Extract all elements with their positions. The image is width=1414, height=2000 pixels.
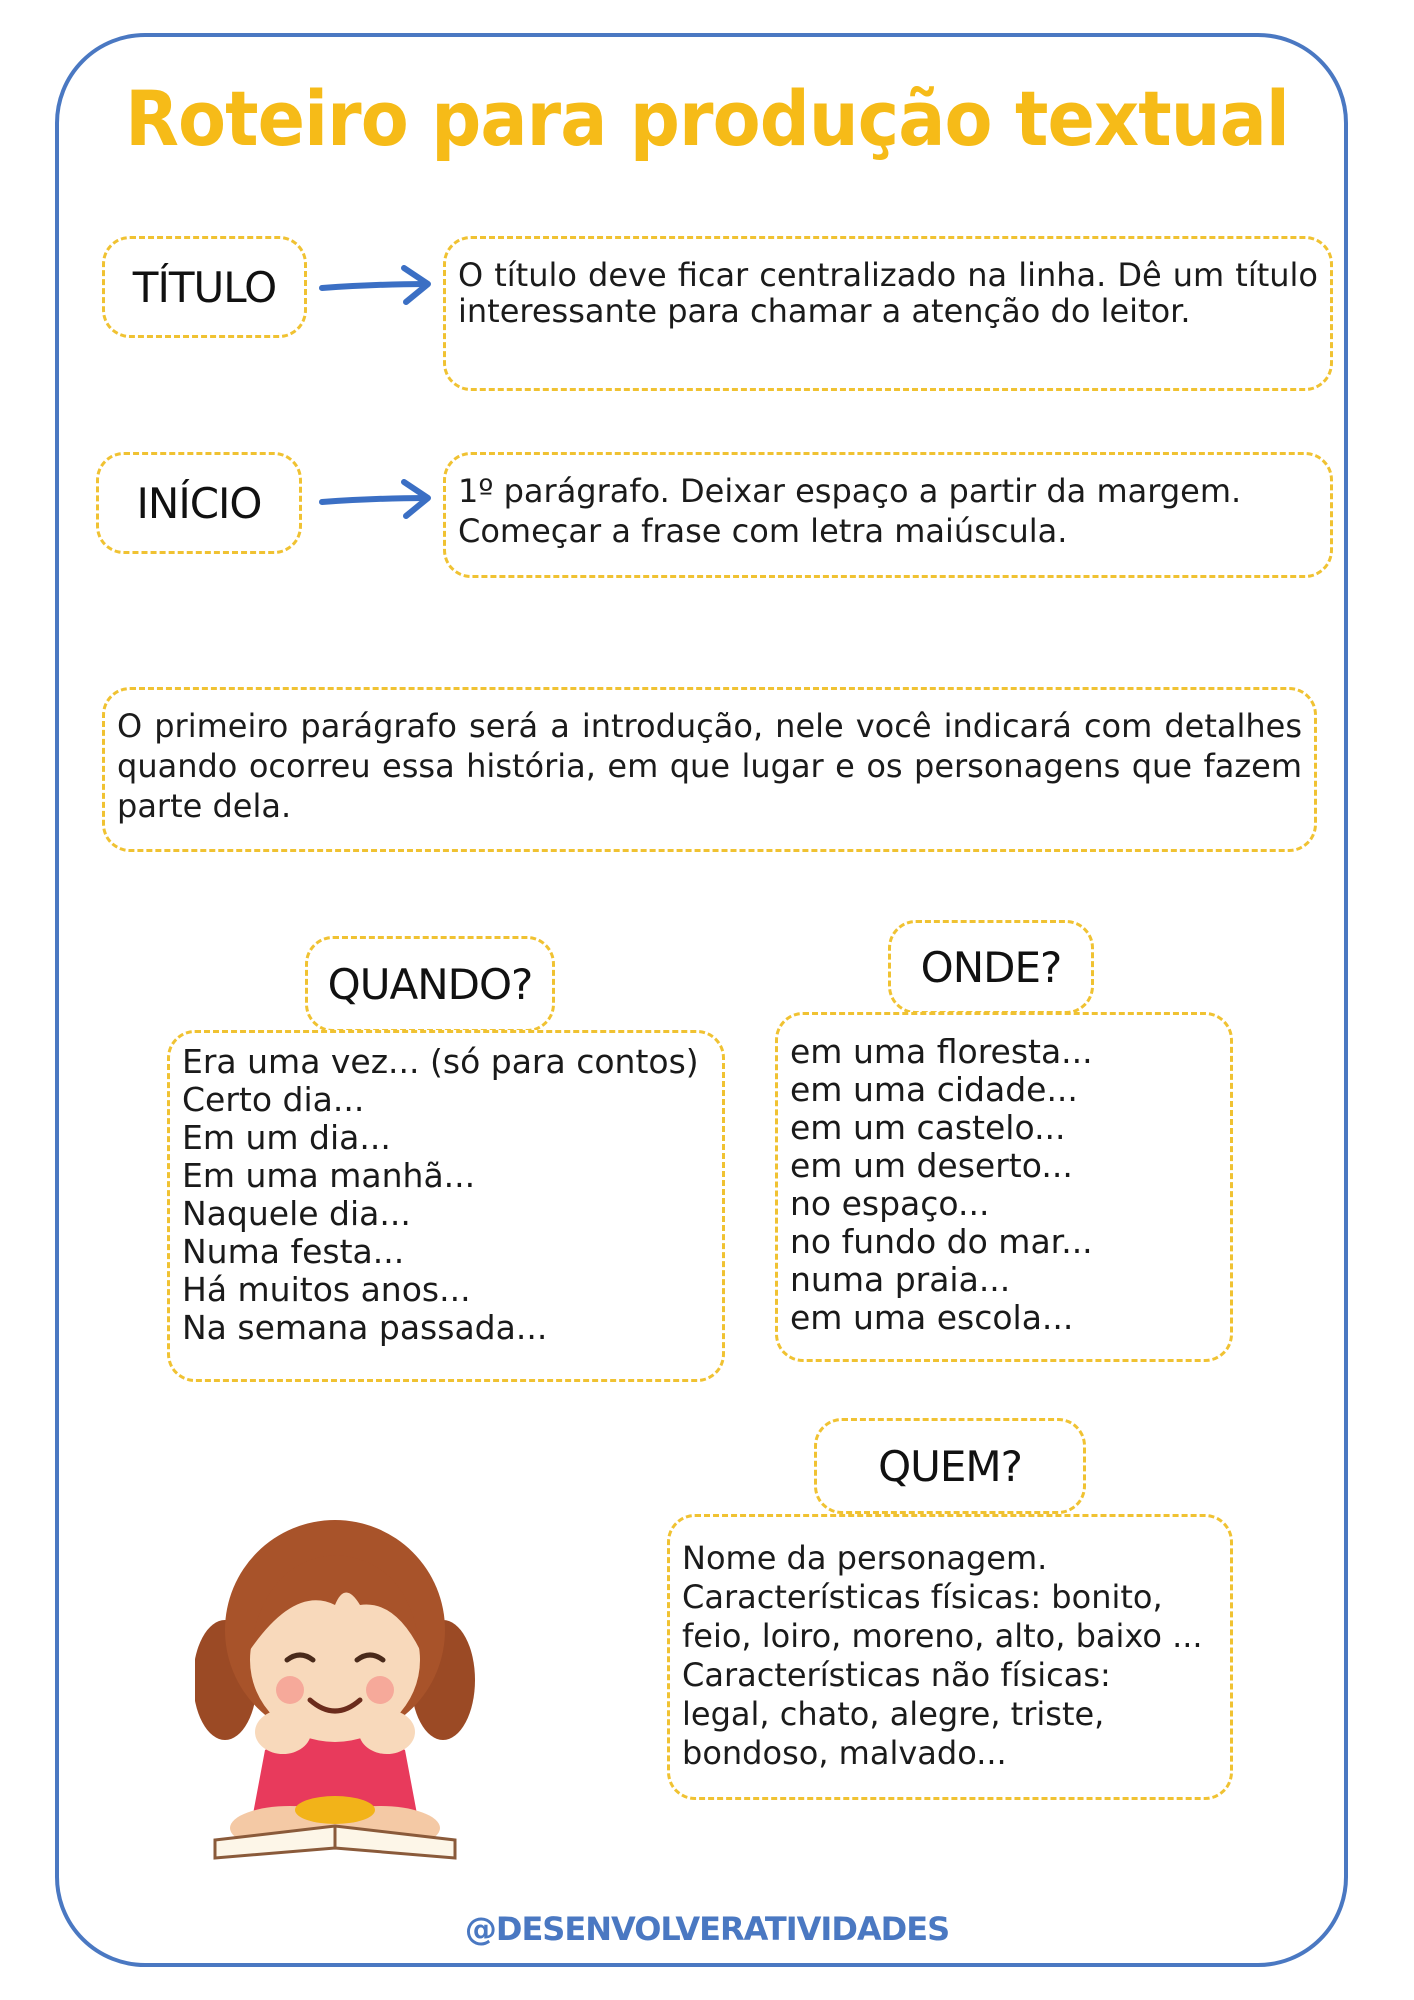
- list-item: Era uma vez... (só para contos): [182, 1042, 699, 1081]
- quem-text: [670, 1517, 1230, 1773]
- list-item: Naquele dia...: [182, 1194, 411, 1233]
- onde-label-box: [888, 920, 1094, 1014]
- page-title: Roteiro para produção textual: [125, 74, 1289, 163]
- arrow-right-icon: [318, 476, 436, 524]
- quando-label-box: [305, 936, 555, 1032]
- titulo-text: O título deve ficar centralizado na linha. Dê um título interessante para chamar a atenção do leitor.: [458, 256, 1318, 330]
- inicio-label: INÍCIO: [136, 478, 262, 528]
- onde-list-box: [775, 1012, 1233, 1362]
- quando-list: [170, 1033, 722, 1347]
- girl-reading-illustration: [195, 1510, 475, 1860]
- titulo-label: TÍTULO: [132, 262, 277, 312]
- quem-line: Nome da personagem.: [682, 1539, 1048, 1577]
- titulo-text-box: [443, 236, 1333, 391]
- list-item: em uma floresta...: [790, 1032, 1093, 1071]
- quem-line: Características físicas: bonito,: [682, 1578, 1163, 1616]
- quem-label-box: [814, 1418, 1086, 1514]
- list-item: em um deserto...: [790, 1146, 1073, 1185]
- quem-label: QUEM?: [878, 1441, 1022, 1491]
- list-item: em uma cidade...: [790, 1070, 1078, 1109]
- onde-list: [778, 1015, 1230, 1337]
- arrow-right-icon: [318, 262, 436, 310]
- quando-list-box: [167, 1030, 725, 1382]
- list-item: Na semana passada...: [182, 1308, 548, 1347]
- quem-line: bondoso, malvado...: [682, 1734, 1007, 1772]
- quem-text-box: [667, 1514, 1233, 1800]
- list-item: Em uma manhã...: [182, 1156, 476, 1195]
- titulo-label-box: [102, 236, 307, 338]
- intro-text-box: [102, 687, 1317, 852]
- inicio-text: 1º parágrafo. Deixar espaço a partir da margem. Começar a frase com letra maiúscula.: [458, 472, 1242, 550]
- intro-text: O primeiro parágrafo será a introdução, nele você indicará com detalhes quando ocorreu essa história, em que lugar e os personagens que fazem parte dela.: [117, 707, 1302, 825]
- list-item: em um castelo...: [790, 1108, 1066, 1147]
- inicio-text-box: [443, 452, 1333, 578]
- footer-handle: @DESENVOLVERATIVIDADES: [464, 1910, 950, 1948]
- onde-label: ONDE?: [920, 942, 1062, 992]
- list-item: no fundo do mar...: [790, 1222, 1093, 1261]
- list-item: Certo dia...: [182, 1080, 365, 1119]
- list-item: Numa festa...: [182, 1232, 405, 1271]
- quem-line: Características não físicas:: [682, 1656, 1111, 1694]
- quem-line: legal, chato, alegre, triste,: [682, 1695, 1105, 1733]
- list-item: no espaço...: [790, 1184, 990, 1223]
- list-item: Há muitos anos...: [182, 1270, 471, 1309]
- list-item: numa praia...: [790, 1260, 1011, 1299]
- quando-label: QUANDO?: [327, 959, 533, 1009]
- list-item: em uma escola...: [790, 1298, 1074, 1337]
- list-item: Em um dia...: [182, 1118, 391, 1157]
- inicio-label-box: [96, 452, 302, 554]
- quem-line: feio, loiro, moreno, alto, baixo ...: [682, 1617, 1203, 1655]
